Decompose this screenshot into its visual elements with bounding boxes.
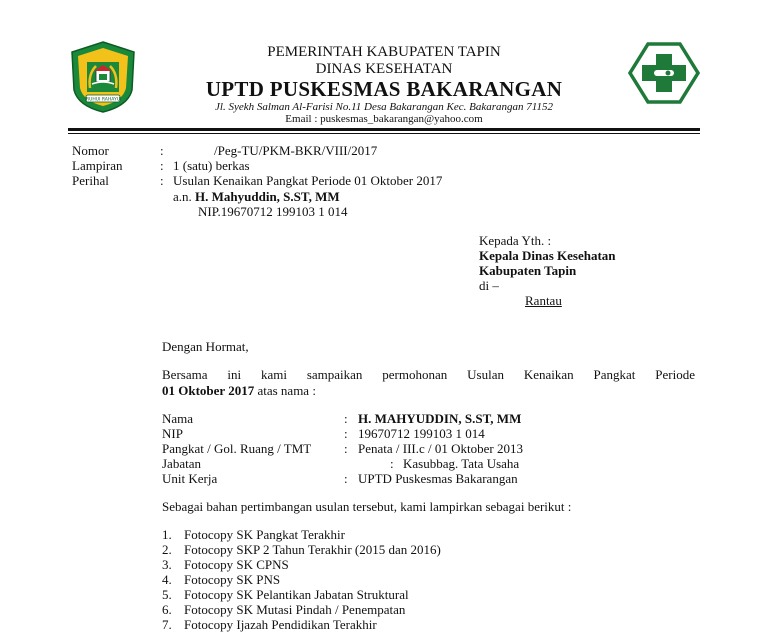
list-text: Fotocopy Ijazah Pendidikan Terakhir [184, 617, 377, 632]
lampiran-colon: : [160, 158, 164, 173]
kepada-label: Kepada Yth. : [479, 233, 552, 248]
list-text: Fotocopy SK PNS [184, 572, 281, 587]
list-text: Fotocopy SKP 2 Tahun Terakhir (2015 dan 2016) [184, 542, 441, 557]
an-nip: NIP.19670712 199103 1 014 [198, 204, 348, 219]
nomor-colon: : [160, 143, 164, 158]
list-text: Fotocopy SK Pelantikan Jabatan Struktural [184, 587, 409, 602]
header-divider-thin [68, 133, 700, 134]
field-value-jabatan: Kasubbag. Tata Usaha [403, 456, 520, 471]
list-num: 3. [162, 557, 172, 572]
list-text: Fotocopy SK CPNS [184, 557, 289, 572]
para2: Sebagai bahan pertimbangan usulan tersebut, kami lampirkan sebagai berikut : [162, 499, 572, 514]
field-colon: : [344, 471, 348, 486]
list-text: Fotocopy SK Pangkat Terakhir [184, 527, 345, 542]
list-num: 1. [162, 527, 172, 542]
list-item [162, 557, 289, 572]
field-colon: : [390, 456, 394, 471]
list-item [162, 527, 345, 542]
list-item [162, 602, 405, 617]
an-name: H. Mahyuddin, S.ST, MM [195, 189, 340, 204]
nomor-value: /Peg-TU/PKM-BKR/VIII/2017 [214, 143, 378, 158]
header-address: Jl. Syekh Salman Al-Farisi No.11 Desa Bakarangan Kec. Bakarangan 71152 [215, 101, 553, 113]
greeting: Dengan Hormat, [162, 339, 249, 354]
recipient-line1: Kepala Dinas Kesehatan [479, 248, 616, 263]
field-label-unit-kerja: Unit Kerja [162, 471, 218, 486]
field-label-nama: Nama [162, 411, 194, 426]
list-text: Fotocopy SK Mutasi Pindah / Penempatan [184, 602, 406, 617]
list-item [162, 587, 409, 602]
recipient-di: di – [479, 278, 499, 293]
perihal-label: Perihal [72, 173, 109, 188]
field-label-nip: NIP [162, 426, 183, 441]
field-label-pangkat: Pangkat / Gol. Ruang / TMT [162, 441, 312, 456]
list-item [162, 572, 280, 587]
perihal-colon: : [160, 173, 164, 188]
para1-line1: Bersama ini kami sampaikan permohonan Usulan Kenaikan Pangkat Periode [162, 367, 695, 382]
field-value-nip: 19670712 199103 1 014 [358, 426, 485, 441]
recipient-place: Rantau [525, 293, 562, 308]
list-num: 4. [162, 572, 172, 587]
header-email: Email : puskesmas_bakarangan@yahoo.com [285, 113, 483, 125]
field-colon: : [344, 441, 348, 456]
header-line2: DINAS KESEHATAN [315, 61, 453, 77]
list-num: 7. [162, 617, 172, 632]
field-label-jabatan: Jabatan [162, 456, 201, 471]
field-value-pangkat: Penata / III.c / 01 Oktober 2013 [358, 441, 523, 456]
para1-bold-date: 01 Oktober 2017 [162, 383, 255, 398]
an-line [173, 189, 340, 204]
lampiran-label: Lampiran [72, 158, 123, 173]
nomor-label: Nomor [72, 143, 109, 158]
field-colon: : [344, 426, 348, 441]
header-title: UPTD PUSKESMAS BAKARANGAN [205, 77, 563, 101]
logo-motto-text: RUHUI RAHAYU [85, 97, 121, 103]
perihal-value: Usulan Kenaikan Pangkat Periode 01 Oktober 2017 [173, 173, 443, 188]
lampiran-value: 1 (satu) berkas [173, 158, 250, 173]
list-num: 6. [162, 602, 172, 617]
para1-line2 [162, 383, 316, 398]
header-divider-thick [68, 128, 700, 131]
list-num: 5. [162, 587, 172, 602]
field-value-nama: H. MAHYUDDIN, S.ST, MM [358, 411, 522, 426]
recipient-line2: Kabupaten Tapin [479, 263, 577, 278]
field-colon: : [344, 411, 348, 426]
list-item [162, 542, 441, 557]
an-prefix: a.n. [173, 189, 192, 204]
field-value-unit-kerja: UPTD Puskesmas Bakarangan [358, 471, 518, 486]
para1-rest: atas nama : [257, 383, 316, 398]
header-line1: PEMERINTAH KABUPATEN TAPIN [267, 44, 501, 60]
list-num: 2. [162, 542, 172, 557]
